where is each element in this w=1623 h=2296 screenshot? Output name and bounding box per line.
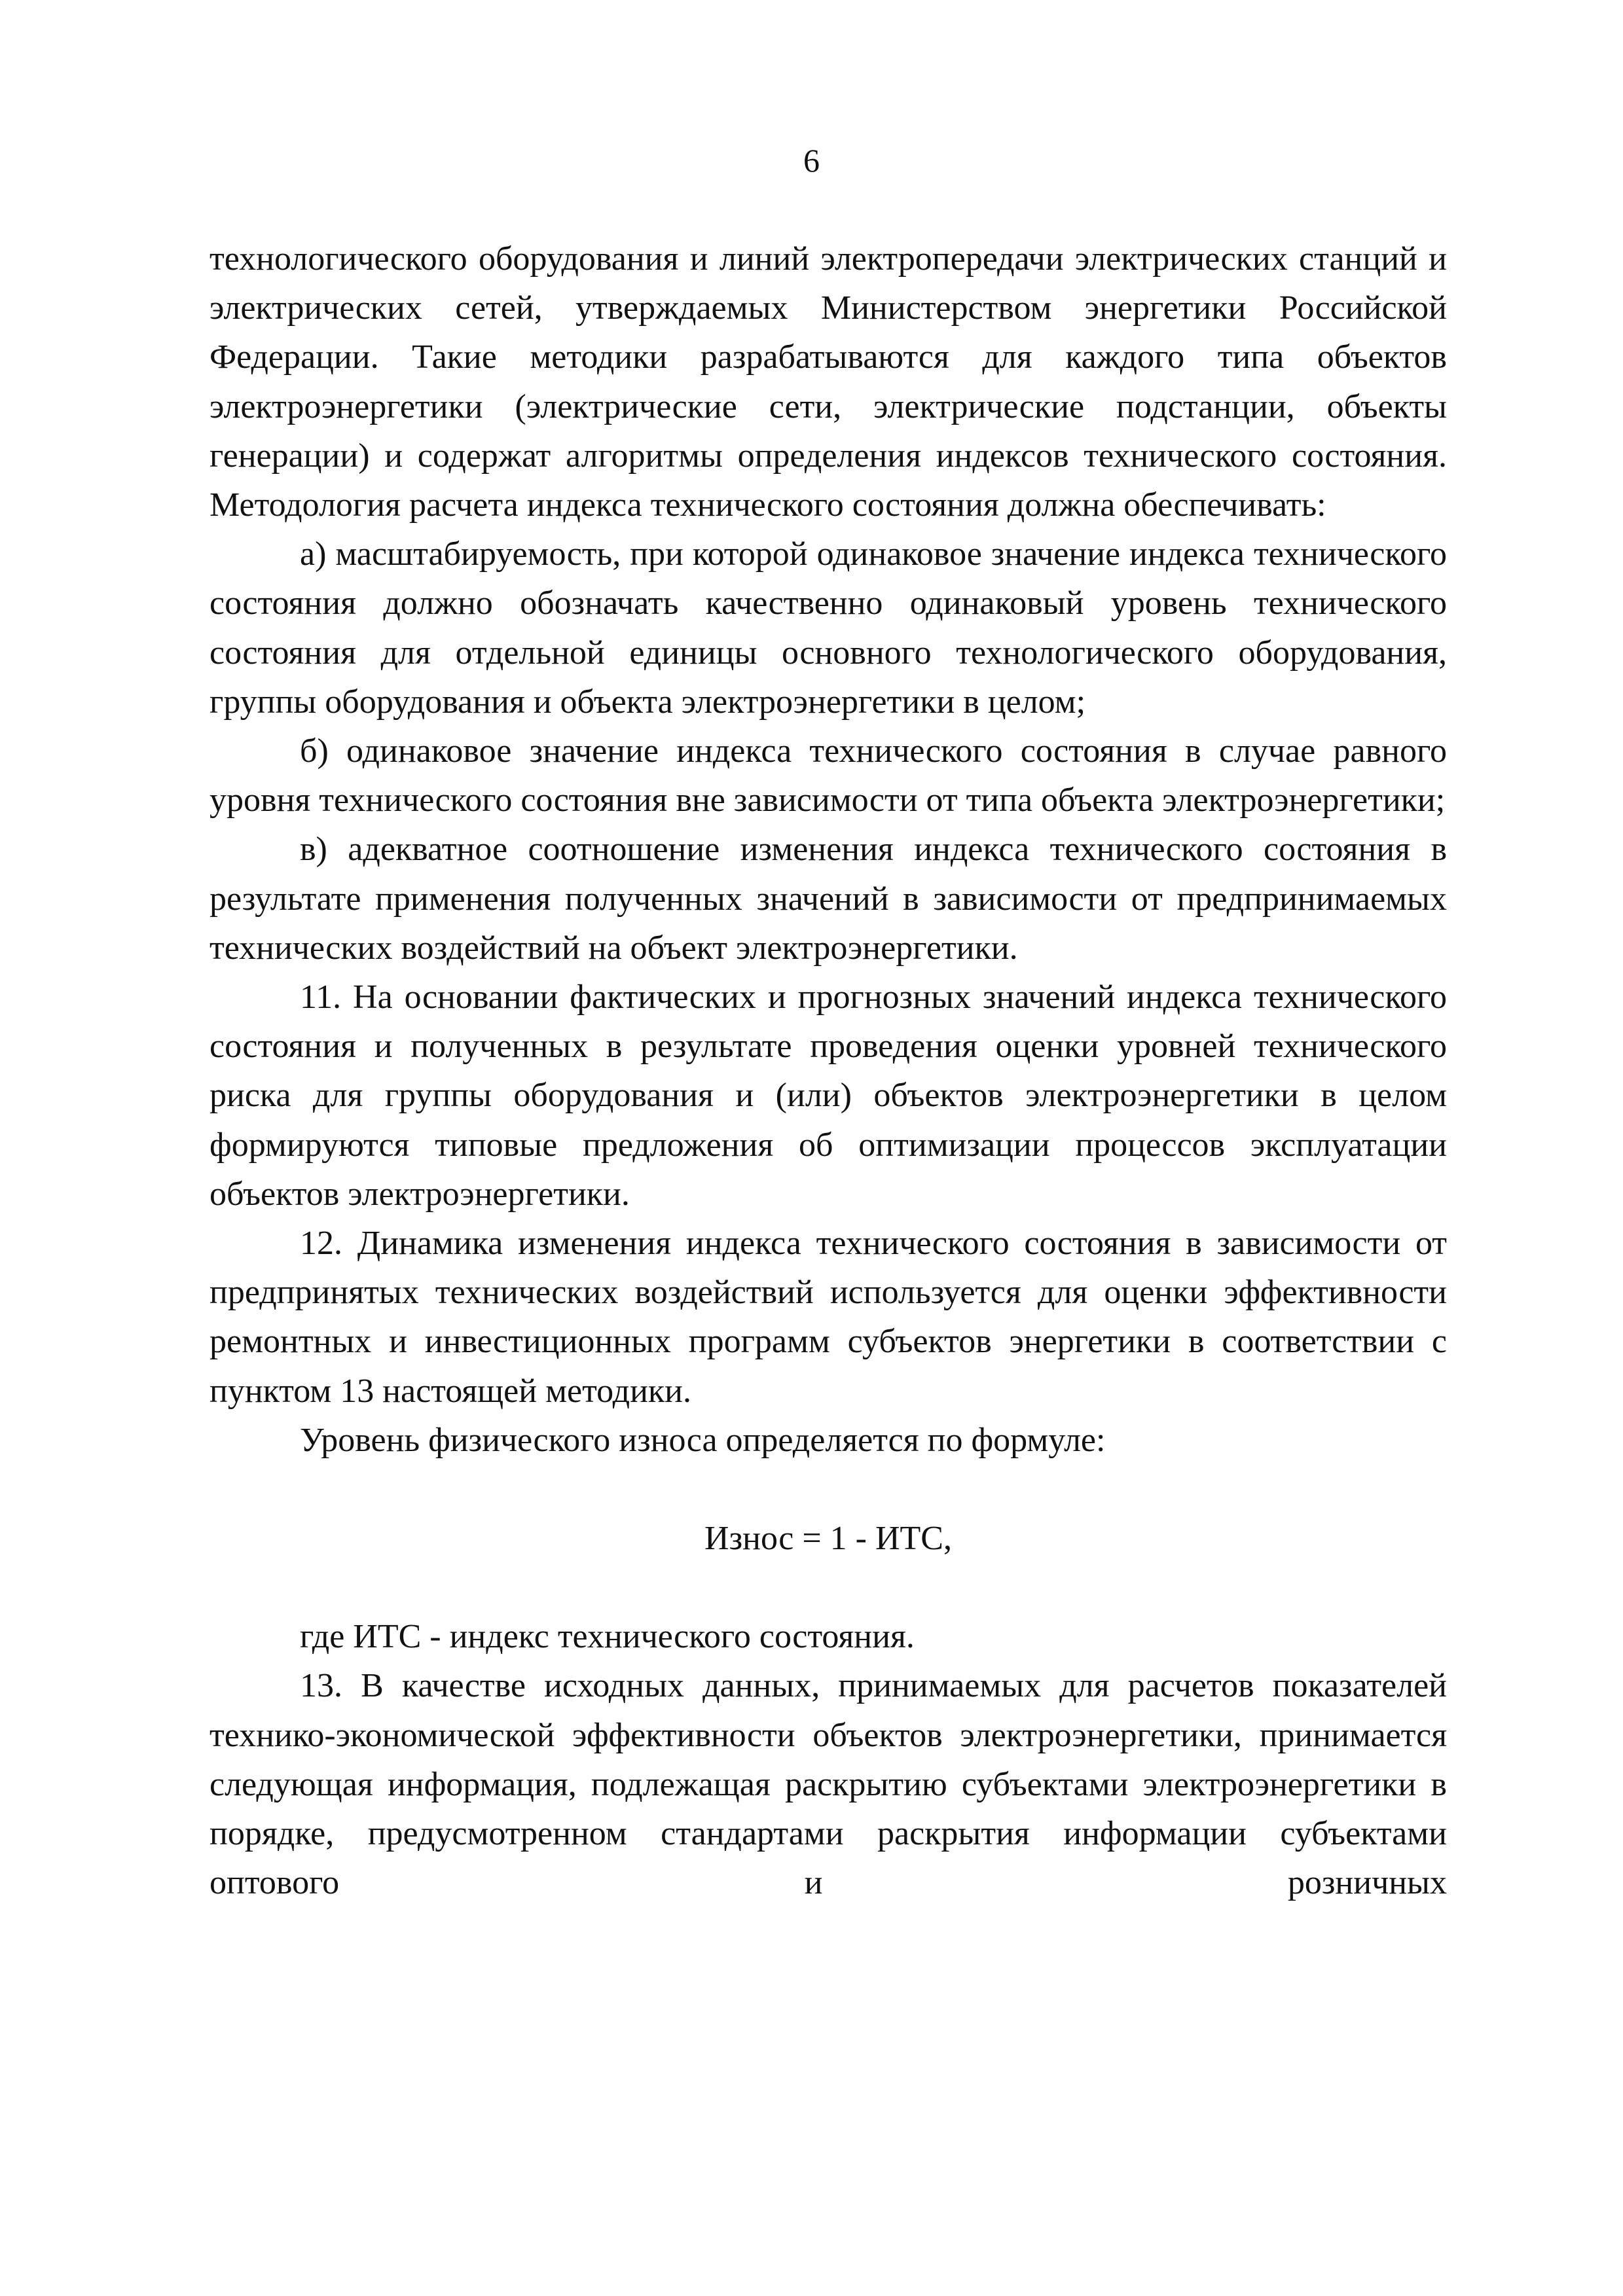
paragraph-item-v: в) адекватное соотношение изменения индекса технического состояния в результате применения полученных значений в зависимости от предпринимаемых технических воздействий на объект электроэнергетики. — [210, 831, 1447, 967]
formula-intro: Уровень физического износа определяется по формуле: — [300, 1421, 1106, 1459]
paragraph-12: 12. Динамика изменения индекса технического состояния в зависимости от предпринятых технических воздействий используется для оценки эффективности ремонтных и инвестиционных программ субъектов энергетики в соответствии с пунктом 13 настоящей методики. — [210, 1225, 1447, 1410]
page-number: 6 — [803, 142, 820, 179]
paragraph-11: 11. На основании фактических и прогнозных значений индекса технического состояния и полученных в результате проведения оценки уровней технического риска для группы оборудования и (или) объектов электроэнергетики в целом формируются типовые предложения об оптимизации процессов эксплуатации объектов электроэнергетики. — [210, 978, 1447, 1213]
document-body — [210, 234, 1447, 1908]
paragraph-item-a: а) масштабируемость, при которой одинаковое значение индекса технического состояния должно обозначать качественно одинаковый уровень технического состояния для отдельной единицы основного технологического оборудования, группы оборудования и объекта электроэнергетики в целом; — [210, 535, 1447, 721]
formula-definition: где ИТС - индекс технического состояния. — [300, 1618, 915, 1656]
wear-formula: Износ = 1 - ИТС, — [704, 1520, 952, 1558]
paragraph-item-b: б) одинаковое значение индекса технического состояния в случае равного уровня технического состояния вне зависимости от типа объекта электроэнергетики; — [210, 732, 1447, 819]
paragraph-continuation: технологического оборудования и линий электропередачи электрических станций и электрических сетей, утверждаемых Министерством энергетики Российской Федерации. Такие методики разрабатываются для каждого типа объектов электроэнергетики (электрические сети, электрические подстанции, объекты генерации) и содержат алгоритмы определения индексов технического состояния. Методология расчета индекса технического состояния должна обеспечивать: — [210, 240, 1447, 524]
paragraph-13: 13. В качестве исходных данных, принимаемых для расчетов показателей технико-экономической эффективности объектов электроэнергетики, принимается следующая информация, подлежащая раскрытию субъектами электроэнергетики в порядке, предусмотренном стандартами раскрытия информации субъектами оптового и розничных — [210, 1667, 1447, 1902]
